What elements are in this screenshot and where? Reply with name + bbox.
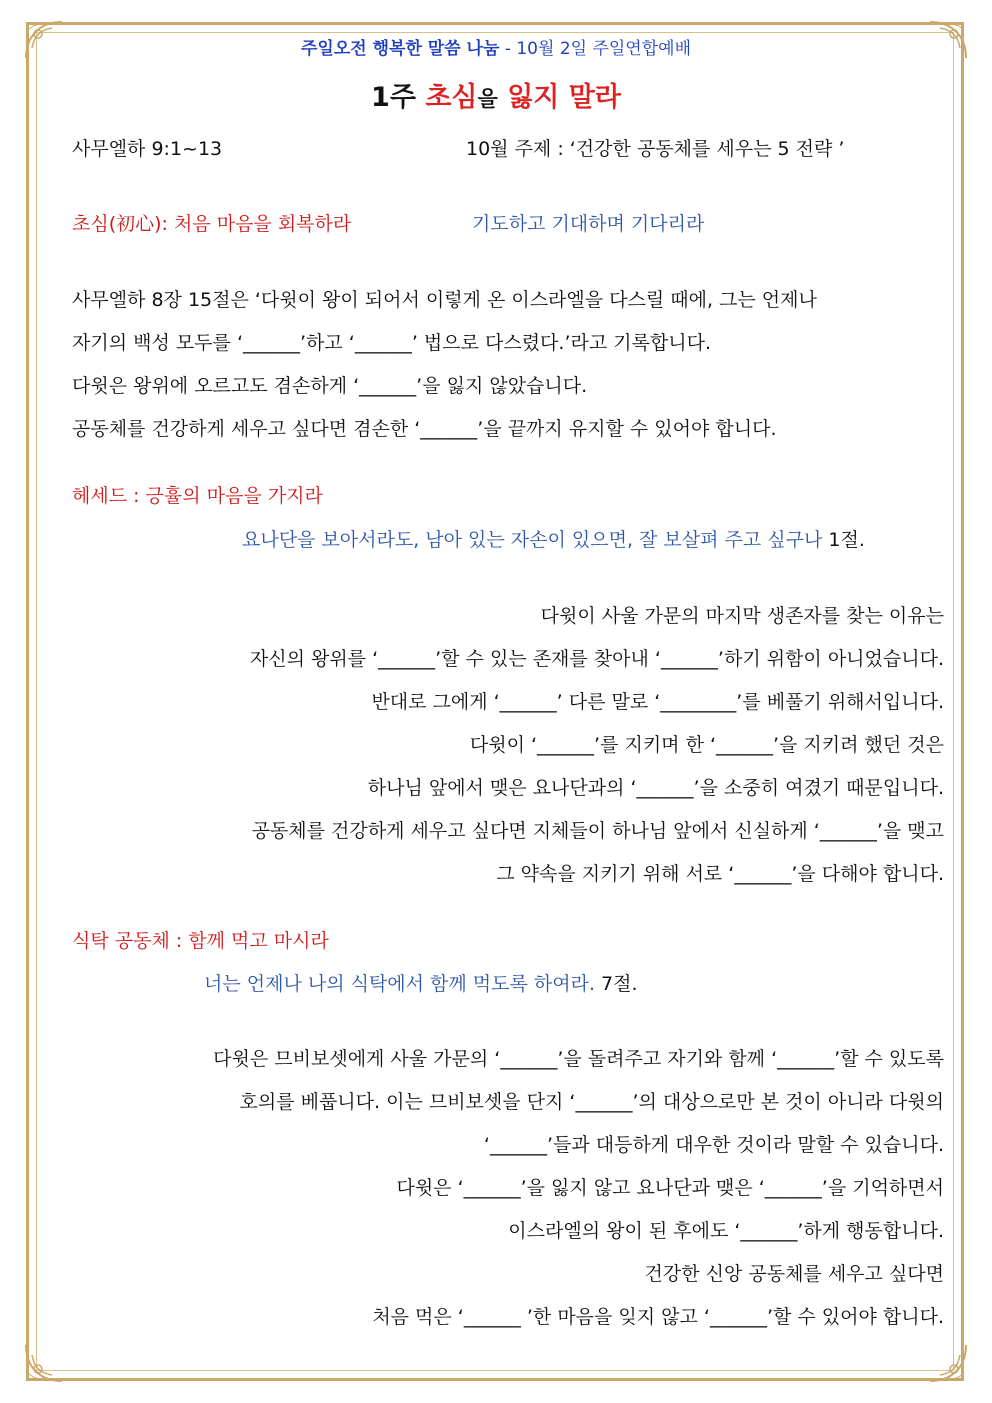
section3-line: 이스라엘의 왕이 된 후에도 ‘______’하게 행동합니다. [508, 1220, 944, 1242]
section2-heading: 헤세드 : 긍휼의 마음을 가지라 [72, 485, 323, 507]
page-title [0, 80, 992, 117]
section2-verse-text: 요나단을 보아서라도, 남아 있는 자손이 있으면, 잘 보살펴 주고 싶구나 [242, 529, 823, 551]
corner-ornament-icon [22, 1341, 66, 1385]
title-rest: 잃지 말라 [507, 82, 621, 113]
section2-line: 공동체를 건강하게 세우고 싶다면 지체들이 하나님 앞에서 신실하게 ‘______’을 맺고 [251, 820, 944, 842]
section2-line: 그 약속을 지키기 위해 서로 ‘______’을 다해야 합니다. [496, 863, 944, 885]
section1-motto: 기도하고 기대하며 기다리라 [472, 213, 705, 235]
section2-line: 자신의 왕위를 ‘______’할 수 있는 존재를 찾아내 ‘______’하기 위함이 아니었습니다. [249, 648, 944, 670]
service-header [0, 36, 992, 62]
section2-line: 다윗이 ‘______’를 지키며 한 ‘______’을 지키려 했던 것은 [469, 734, 944, 756]
title-week: 1주 [371, 82, 416, 113]
section3-verse-text: 너는 언제나 나의 식탁에서 함께 먹도록 하여라. [204, 973, 596, 995]
section3-line: 다윗은 므비보셋에게 사울 가문의 ‘______’을 돌려주고 자기와 함께 ‘______’할 수 있도록 [213, 1048, 944, 1070]
corner-ornament-icon [926, 1341, 970, 1385]
section3-verse-ref: 7절. [595, 973, 638, 995]
service-title: 주일오전 행복한 말씀 나눔 [301, 39, 500, 59]
section2-verse [242, 527, 865, 553]
section3-verse [204, 971, 638, 997]
section1-line: 사무엘하 8장 15절은 ‘다윗이 왕이 되어서 이렇게 온 이스라엘을 다스릴 때에, 그는 언제나 [72, 289, 817, 311]
header-separator: - [499, 39, 517, 59]
section2-line: 다윗이 사울 가문의 마지막 생존자를 찾는 이유는 [540, 605, 944, 627]
section1-line: 자기의 백성 모두를 ‘______’하고 ‘______’ 법으로 다스렸다.’라고 기록합니다. [72, 332, 712, 354]
section2-line: 하나님 앞에서 맺은 요나단과의 ‘______’을 소중히 여겼기 때문입니다. [367, 777, 944, 799]
section3-line: 호의를 베풉니다. 이는 므비보셋을 단지 ‘______’의 대상으로만 본 것이 아니라 다윗의 [239, 1091, 944, 1113]
scripture-reference: 사무엘하 9:1~13 [72, 138, 223, 160]
section2-verse-ref: 1절. [822, 529, 865, 551]
section1-line: 다윗은 왕위에 오르고도 겸손하게 ‘______’을 잃지 않았습니다. [72, 375, 588, 397]
section3-heading: 식탁 공동체 : 함께 먹고 마시라 [72, 930, 329, 952]
section3-line: 처음 먹은 ‘______ ’한 마음을 잊지 않고 ‘______’할 수 있어야 합니다. [372, 1306, 944, 1328]
title-keyword: 초심 [425, 82, 478, 113]
section1-heading: 초심(初心): 처음 마음을 회복하라 [72, 213, 352, 235]
title-particle: 을 [477, 87, 498, 111]
section1-line: 공동체를 건강하게 세우고 싶다면 겸손한 ‘______’을 끝까지 유지할 수 있어야 합니다. [72, 418, 777, 440]
section3-line: 다윗은 ‘______’을 잃지 않고 요나단과 맺은 ‘______’을 기억하면서 [396, 1177, 944, 1199]
section3-line: 건강한 신앙 공동체를 세우고 싶다면 [644, 1263, 944, 1285]
section2-line: 반대로 그에게 ‘______’ 다른 말로 ‘________’를 베풀기 위해서입니다. [371, 691, 944, 713]
monthly-theme: 10월 주제 : ‘건강한 공동체를 세우는 5 전략 ’ [466, 138, 845, 160]
section3-line: ‘______’들과 대등하게 대우한 것이라 말할 수 있습니다. [483, 1134, 944, 1156]
service-date: 10월 2일 주일연합예배 [516, 39, 691, 59]
